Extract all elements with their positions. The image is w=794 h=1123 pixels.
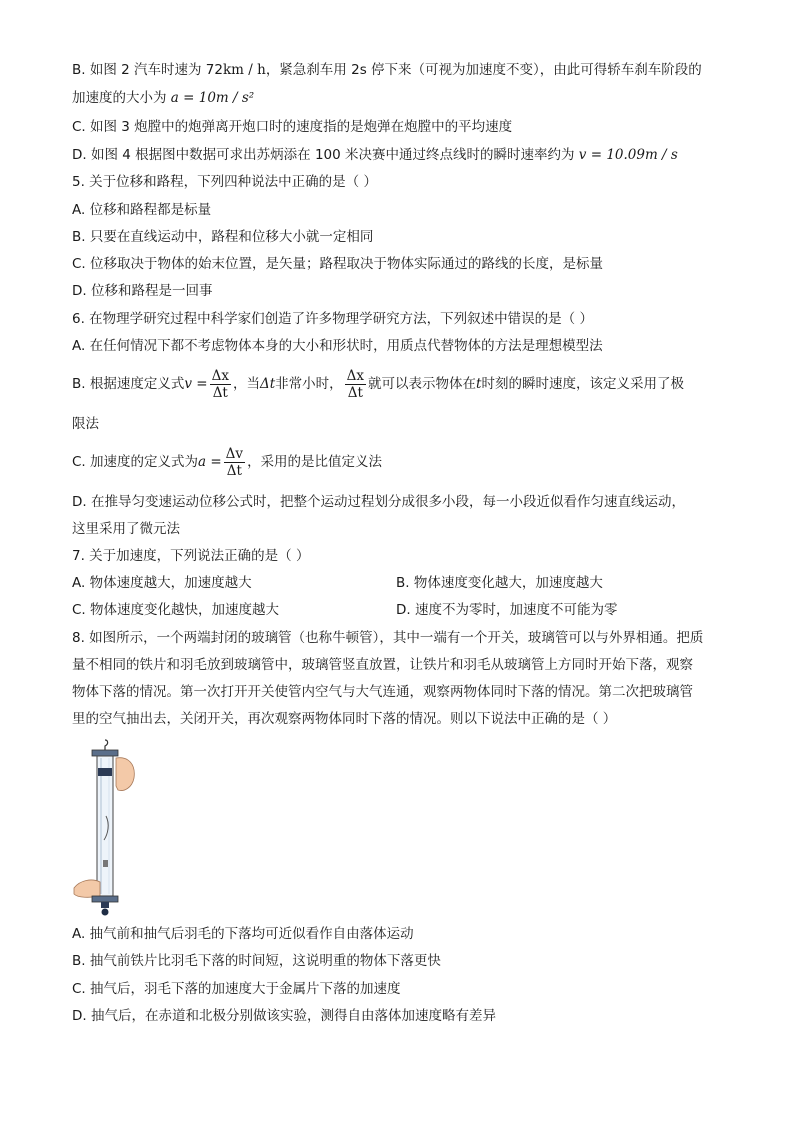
q6-option-b-delta-t: Δt xyxy=(259,376,276,392)
q4-option-b-line1 xyxy=(72,60,702,80)
q4-option-d xyxy=(72,145,678,165)
q4-option-d-formula: v = 10.09m / s xyxy=(578,147,678,163)
q7-option-c: C. 物体速度变化越快，加速度越大 xyxy=(72,602,280,618)
q6-option-b-text-3: 非常小时， xyxy=(275,376,343,392)
q8-stem-line4: 里的空气抽出去，关闭开关，再次观察两物体同时下落的情况。则以下说法中正确的是（ ） xyxy=(72,711,617,727)
q8-option-b: B. 抽气前铁片比羽毛下落的时间短，这说明重的物体下落更快 xyxy=(72,953,441,969)
q7-stem: 7. 关于加速度，下列说法正确的是（ ） xyxy=(72,548,310,564)
q6-option-c xyxy=(72,444,382,480)
q6-option-b-fraction-2 xyxy=(345,368,366,401)
q8-stem-line3: 物体下落的情况。第一次打开开关使管内空气与大气连通，观察两物体同时下落的情况。第二次把玻璃管 xyxy=(72,684,693,700)
q6-option-b-text-2: ，当 xyxy=(232,376,260,392)
fraction-numerator: Δx xyxy=(346,367,365,384)
q6-option-b-lhs: v = xyxy=(184,376,208,392)
q7-option-b: B. 物体速度变化越大，加速度越大 xyxy=(396,575,603,591)
q5-option-c: C. 位移取决于物体的始末位置，是矢量；路程取决于物体实际通过的路线的长度，是标量 xyxy=(72,256,604,272)
q4-option-b-text-2: ，紧急刹车用 2s 停下来（可视为加速度不变），由此可得轿车刹车阶段的 xyxy=(265,62,702,78)
q5-stem: 5. 关于位移和路程，下列四种说法中正确的是（ ） xyxy=(72,174,377,190)
q4-option-d-text: D. 如图 4 根据图中数据可求出苏炳添在 100 米决赛中通过终点线时的瞬时速率约为 xyxy=(72,147,575,163)
valve-icon xyxy=(101,902,109,908)
q6-option-d-line2: 这里采用了微元法 xyxy=(72,521,180,537)
fraction-denominator: Δt xyxy=(347,384,363,401)
q7-option-d: D. 速度不为零时，加速度不可能为零 xyxy=(396,602,618,618)
q4-option-b-line2 xyxy=(72,88,254,108)
tube-inner-band xyxy=(98,768,112,776)
q6-stem: 6. 在物理学研究过程中科学家们创造了许多物理学研究方法，下列叙述中错误的是（ ） xyxy=(72,311,593,327)
q8-option-a: A. 抽气前和抽气后羽毛的下落均可近似看作自由落体运动 xyxy=(72,926,414,942)
q6-option-c-lhs: a = xyxy=(198,454,222,470)
iron-piece xyxy=(103,860,108,867)
q6-option-c-text: C. 加速度的定义式为 xyxy=(72,454,199,470)
fraction-numerator: Δx xyxy=(211,367,229,384)
q6-option-c-text-2: ，采用的是比值定义法 xyxy=(247,454,383,470)
q6-option-d-line1: D. 在推导匀变速运动位移公式时，把整个运动过程划分成很多小段，每一小段近似看作匀速直线运动， xyxy=(72,494,685,510)
tube-top-cap xyxy=(92,750,118,756)
fraction-numerator: Δv xyxy=(225,445,244,462)
hook-icon xyxy=(105,740,108,750)
valve-knob xyxy=(102,909,109,916)
q4-option-b-text: B. 如图 2 汽车时速为 72 xyxy=(72,62,223,78)
q5-option-b: B. 只要在直线运动中，路程和位移大小就一定相同 xyxy=(72,229,374,245)
q8-stem-line2: 量不相同的铁片和羽毛放到玻璃管中，玻璃管竖直放置，让铁片和羽毛从玻璃管上方同时开始下落，观察 xyxy=(72,657,693,673)
q4-option-c: C. 如图 3 炮膛中的炮弹离开炮口时的速度指的是炮弹在炮膛中的平均速度 xyxy=(72,119,513,135)
fraction-denominator: Δt xyxy=(226,462,242,479)
q6-option-b-text-5: 时刻的瞬时速度，该定义采用了极 xyxy=(481,376,684,392)
q6-option-b-t: t xyxy=(476,376,482,392)
q4-option-b-text-3: 加速度的大小为 xyxy=(72,90,167,106)
q7-option-a: A. 物体速度越大，加速度越大 xyxy=(72,575,252,591)
q8-option-d: D. 抽气后，在赤道和北极分别做该实验，测得自由落体加速度略有差异 xyxy=(72,1008,496,1024)
q6-option-a: A. 在任何情况下都不考虑物体本身的大小和形状时，用质点代替物体的方法是理想模型法 xyxy=(72,338,603,354)
fraction-denominator: Δt xyxy=(212,384,228,401)
lower-hand xyxy=(74,880,100,897)
upper-hand xyxy=(116,758,134,791)
q4-speed-unit: km / h xyxy=(223,62,266,78)
q6-option-b-line1 xyxy=(72,366,684,402)
q6-option-c-fraction xyxy=(224,446,245,479)
tube-bottom-cap xyxy=(92,896,118,902)
newton-tube-figure xyxy=(70,738,140,918)
q5-option-d: D. 位移和路程是一回事 xyxy=(72,283,213,299)
q6-option-b-text: B. 根据速度定义式 xyxy=(72,376,185,392)
q5-option-a: A. 位移和路程都是标量 xyxy=(72,202,212,218)
q6-option-b-line2: 限法 xyxy=(72,416,99,432)
glass-tube xyxy=(97,756,113,896)
q8-stem-line1: 8. 如图所示，一个两端封闭的玻璃管（也称牛顿管），其中一端有一个开关，玻璃管可以与外界相通。把质 xyxy=(72,630,704,646)
q8-option-c: C. 抽气后，羽毛下落的加速度大于金属片下落的加速度 xyxy=(72,981,401,997)
q6-option-b-text-4: 就可以表示物体在 xyxy=(368,376,477,392)
q4-option-b-formula: a = 10m / s² xyxy=(170,90,255,106)
q6-option-b-fraction-1 xyxy=(210,368,231,401)
